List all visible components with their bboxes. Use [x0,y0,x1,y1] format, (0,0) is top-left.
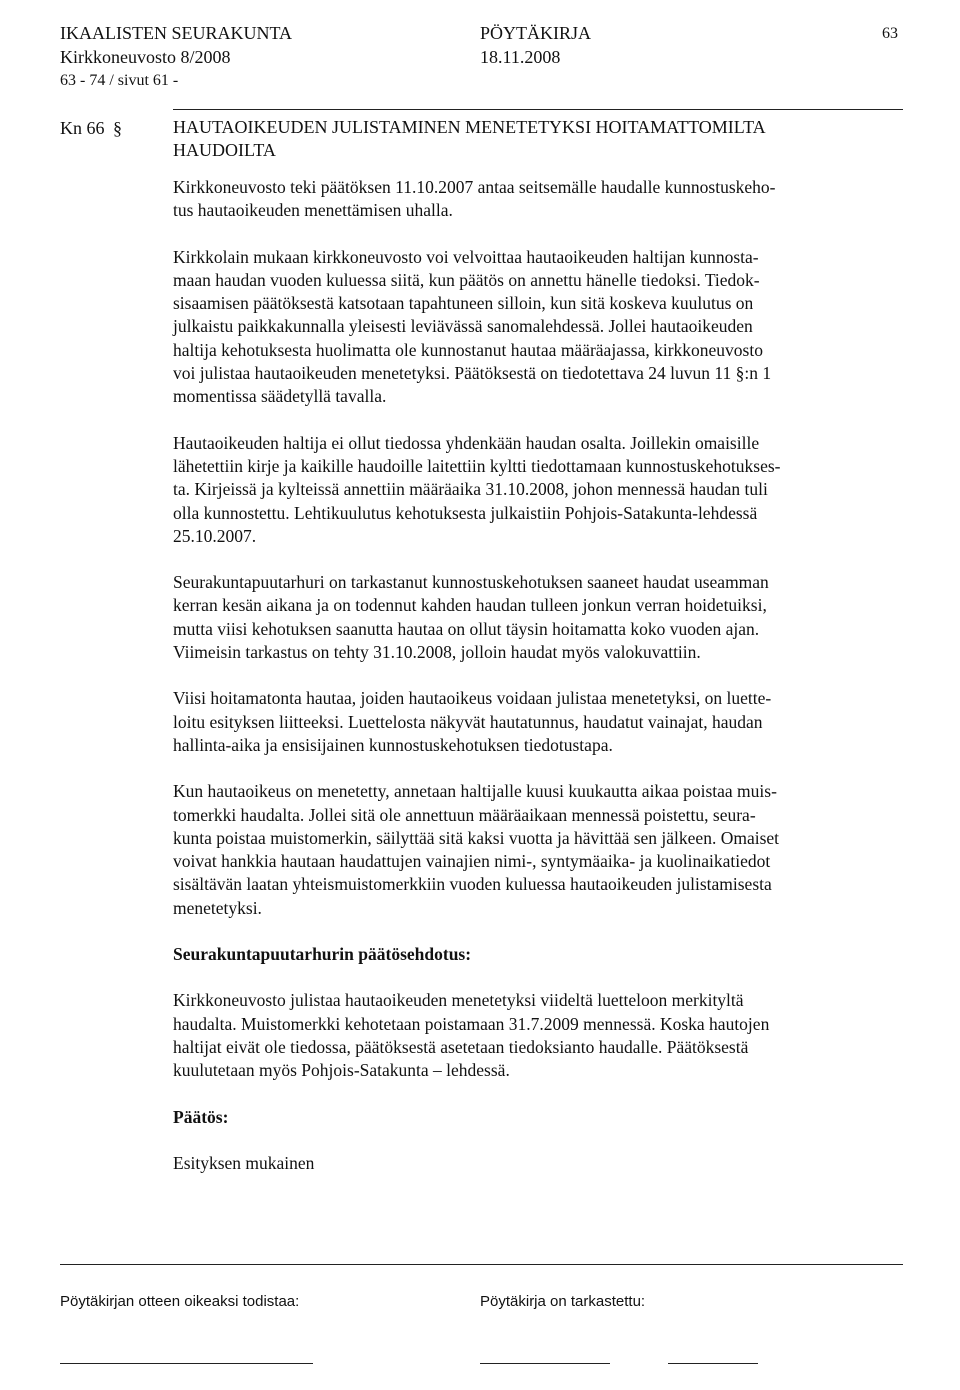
decision-text: Esityksen mukainen [173,1152,315,1173]
proposal-heading: Seurakuntapuutarhurin päätösehdotus: [173,944,472,965]
page-number: 63 [882,25,898,42]
section-symbol: § [113,118,122,138]
header-rule [173,109,903,110]
signature-line-right-1 [480,1363,610,1364]
paragraph-5: Viisi hoitamatonta hautaa, joiden hautaoikeus voidaan julistaa menetetyksi, on luette- loitu esityksen liitteeksi. Luettelosta näkyvät hautatunnus, haudatut vainajat, haudan hallinta-aika ja ensisijainen kunnostuskehotuksen tiedotustapa. [173,688,772,755]
section-title [173,116,893,162]
paragraph-1: Kirkkoneuvosto teki päätöksen 11.10.2007 antaa seitsemälle haudalle kunnostuskeho- tus hautaoikeuden menettämisen uhalla. [173,177,776,221]
signature-line-left [60,1363,313,1364]
signature-line-right-2 [668,1363,758,1364]
meeting-date: 18.11.2008 [480,47,561,67]
meeting-info: Kirkkoneuvosto 8/2008 [60,47,231,67]
document-type: PÖYTÄKIRJA [480,23,592,43]
paragraph-6: Kun hautaoikeus on menetetty, annetaan haltijalle kuusi kuukautta aikaa poistaa muis- tomerkki haudalta. Jollei sitä ole annettuun määräaikaan mennessä poistettu, seura- kunta poistaa muistomerkin, säilyttää sitä kaksi vuotta ja hävittää sen jälkeen. Omaiset voivat hankkia hautaan haudattujen vainajien nimi-, syntymäaika- ja kuolinaikatiedot sisältävän laatan yhteismuistomerkkiin vuoden kuluessa hautaoikeuden julistamisesta menetetyksi. [173,781,780,918]
section-id [60,118,122,139]
footer-left-label: Pöytäkirjan otteen oikeaksi todistaa: [60,1293,300,1310]
proposal-text: Kirkkoneuvosto julistaa hautaoikeuden menetetyksi viideltä luetteloon merkityltä haudalta. Muistomerkki kehotetaan poistamaan 31.7.2009 mennessä. Koska hautojen haltijat eivät ole tiedossa, päätöksestä asetetaan tiedoksianto haudalle. Päätöksestä kuulutetaan myös Pohjois-Satakunta – lehdessä. [173,990,770,1081]
paragraph-3: Hautaoikeuden haltija ei ollut tiedossa yhdenkään haudan osalta. Joillekin omaisille lähetettiin kirje ja kaikille haudoille laitettiin kyltti tiedottamaan kunnostuskehotukses- ta. Kirjeissä ja kylteissä annettiin määräaika 31.10.2008, johon mennessä haudan tuli olla kunnostettu. Lehtikuulutus kehotuksesta julkaistiin Pohjois-Satakunta-lehdessä 25.10.2007. [173,432,781,546]
page-range: 63 - 74 / sivut 61 - [60,72,179,89]
paragraph-2: Kirkkolain mukaan kirkkoneuvosto voi velvoittaa hautaoikeuden haltijan kunnosta- maan haudan vuoden kuluessa siitä, kun päätös on annettu hänelle tiedoksi. Tiedok- sisaamisen päätöksestä katsotaan tapahtuneen silloin, kun sitä koskeva kuulutus on julkaistu paikkakunnalla yleisesti leviävässä sanomalehdessä. Jollei hautaoikeuden haltija kehotuksesta huolimatta ole kunnostanut hautaa määräajassa, kirkkoneuvosto voi julistaa hautaoikeuden menetetyksi. Päätöksestä on tiedotettava 24 luvun 11 §:n 1 momentissa säädetyllä tavalla. [173,246,772,407]
section-title-line1: HAUTAOIKEUDEN JULISTAMINEN MENETETYKSI HOITAMATTOMILTA [173,117,766,137]
organization-name: IKAALISTEN SEURAKUNTA [60,23,293,43]
body-text [173,176,913,1175]
footer-rule [60,1264,903,1265]
footer-right-label: Pöytäkirja on tarkastettu: [480,1293,646,1310]
section-title-line2: HAUDOILTA [173,140,276,160]
decision-heading: Päätös: [173,1106,229,1127]
paragraph-4: Seurakuntapuutarhuri on tarkastanut kunnostuskehotuksen saaneet haudat useamman kerran kesän aikana ja on todennut kahden haudan tulleen jonkun verran hoidetuiksi, mutta viisi kehotuksen saanutta hautaa on ollut täysin hoitamatta koko vuoden ajan. Viimeisin tarkastus on tehty 31.10.2008, jolloin haudat myös valokuvattiin. [173,572,769,663]
section-number: Kn 66 [60,118,105,138]
